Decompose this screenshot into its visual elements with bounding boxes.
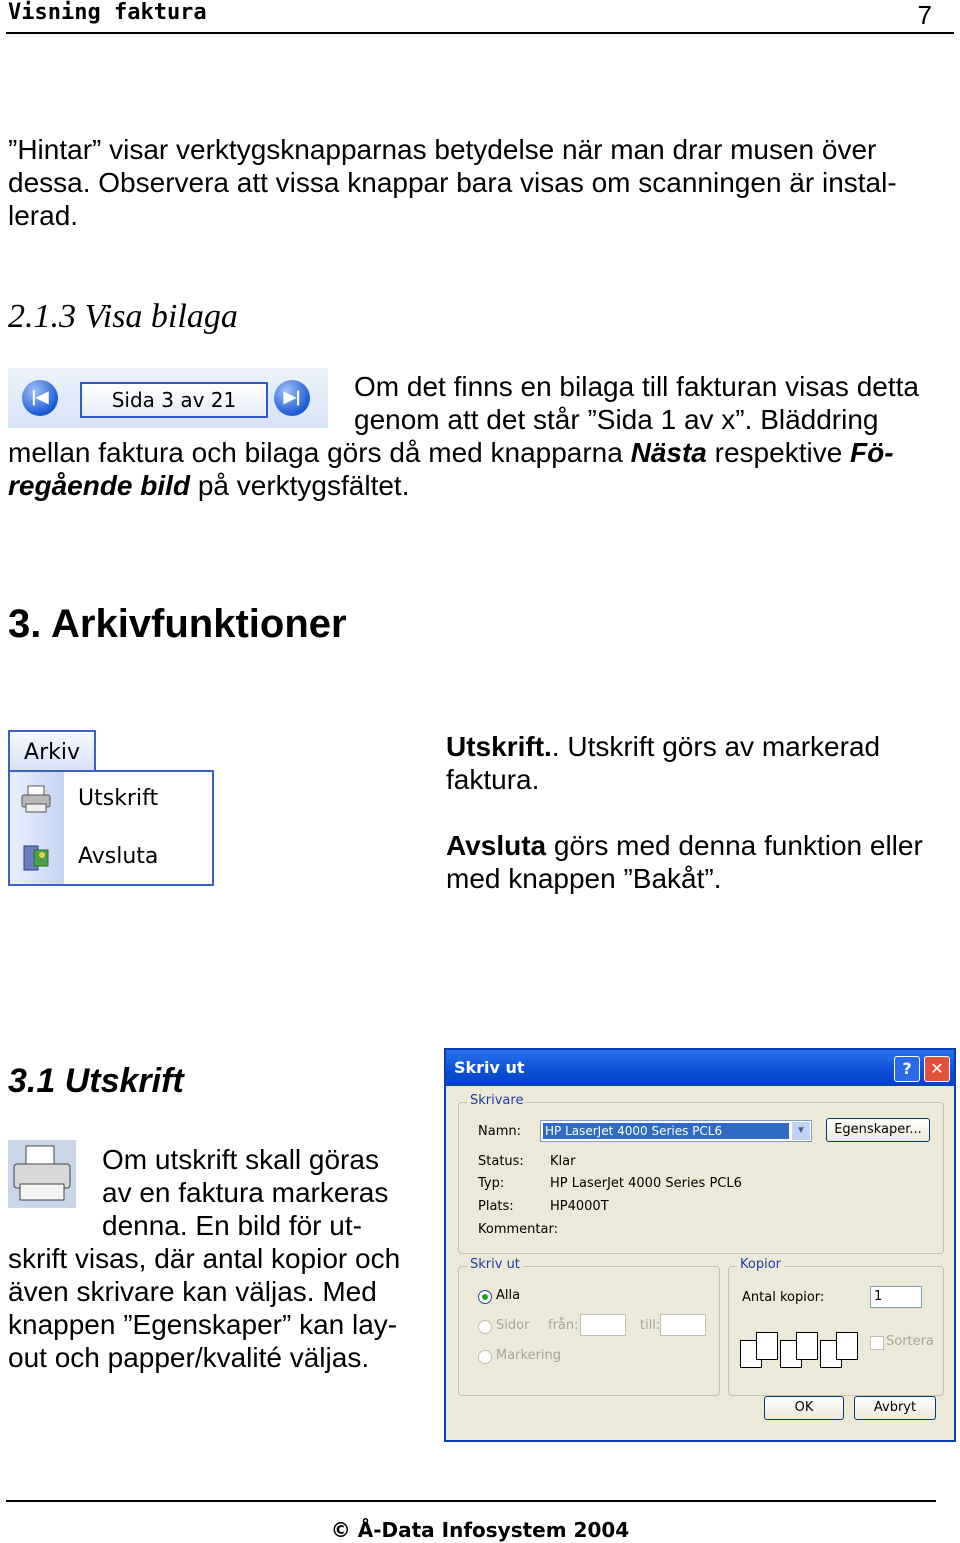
from-field[interactable]: [580, 1314, 626, 1336]
emphasis-avsluta: Avsluta: [446, 830, 547, 861]
utskrift-text-line: Om utskrift skall göras: [102, 1144, 379, 1175]
avsluta-line: [446, 829, 946, 862]
printer-group-label: Skrivare: [467, 1093, 526, 1108]
ok-button[interactable]: OK: [764, 1396, 844, 1420]
chevron-down-icon[interactable]: ▼: [792, 1122, 810, 1140]
menu-item-utskrift[interactable]: Utskrift: [78, 786, 159, 811]
name-label: Namn:: [478, 1124, 521, 1139]
to-label: till:: [640, 1318, 661, 1333]
dialog-title: Skriv ut: [454, 1058, 525, 1077]
text-run: . Utskrift görs av markerad: [551, 731, 881, 762]
arkiv-menu: [8, 770, 214, 886]
printer-select[interactable]: [540, 1120, 812, 1142]
radio-all[interactable]: [478, 1290, 492, 1304]
page-indicator: Sida 3 av 21: [80, 382, 268, 418]
type-label: Typ:: [478, 1176, 505, 1191]
footer-divider: [6, 1500, 936, 1502]
emphasis-foregaende-part1: Fö-: [850, 437, 894, 468]
utskrift-line: [446, 730, 946, 763]
cancel-button[interactable]: Avbryt: [854, 1396, 936, 1420]
comment-label: Kommentar:: [478, 1222, 558, 1237]
collate-page-icon: [796, 1332, 818, 1360]
menu-item-avsluta[interactable]: Avsluta: [78, 844, 159, 869]
utskrift-text-line: out och papper/kvalité väljas.: [8, 1342, 370, 1373]
exit-door-icon: [20, 842, 52, 872]
close-icon[interactable]: ✕: [924, 1056, 950, 1082]
text-run: på verktygsfältet.: [190, 470, 410, 501]
bilaga-line-3: [8, 436, 894, 469]
utskrift-text-line: denna. En bild för ut-: [102, 1210, 362, 1241]
place-value: HP4000T: [550, 1199, 609, 1214]
copies-label: Antal kopior:: [742, 1290, 825, 1305]
printer-icon: [8, 1140, 76, 1208]
collate-page-icon: [756, 1332, 778, 1360]
previous-page-icon[interactable]: |◀: [22, 380, 58, 416]
collate-label: Sortera: [886, 1334, 934, 1349]
properties-button[interactable]: Egenskaper...: [826, 1118, 930, 1142]
intro-line: lerad.: [8, 200, 79, 231]
radio-selection[interactable]: [478, 1350, 492, 1364]
avsluta-description: [446, 829, 946, 895]
page-number: 7: [917, 0, 932, 30]
copies-value: 1: [874, 1289, 883, 1304]
bilaga-line-2: genom att det står ”Sida 1 av x”. Bläddring: [354, 404, 879, 435]
heading-arkivfunktioner: 3. Arkivfunktioner: [8, 602, 347, 646]
place-label: Plats:: [478, 1199, 514, 1214]
bilaga-line-4: [8, 469, 409, 502]
status-label: Status:: [478, 1154, 524, 1169]
print-range-label: Skriv ut: [467, 1257, 523, 1272]
collate-page-icon: [836, 1332, 858, 1360]
intro-paragraph: [8, 133, 928, 232]
printer-select-value: HP LaserJet 4000 Series PCL6: [543, 1123, 789, 1139]
dialog-titlebar: [446, 1050, 954, 1086]
collate-checkbox[interactable]: [870, 1336, 884, 1350]
header-title: Visning faktura: [8, 0, 207, 25]
next-page-icon[interactable]: ▶|: [274, 380, 310, 416]
text-run: respektive: [706, 437, 851, 468]
print-dialog: [444, 1048, 956, 1442]
copies-stepper[interactable]: [870, 1286, 922, 1308]
text-run: görs med denna funktion eller: [546, 830, 923, 861]
printer-icon: [20, 784, 52, 814]
to-field[interactable]: [660, 1314, 706, 1336]
status-value: Klar: [550, 1154, 576, 1169]
footer-copyright: © Å-Data Infosystem 2004: [330, 1518, 630, 1542]
radio-pages[interactable]: [478, 1320, 492, 1334]
help-icon[interactable]: ?: [894, 1056, 920, 1082]
utskrift-text-line: knappen ”Egenskaper” kan lay-: [8, 1309, 398, 1340]
arkiv-menu-title[interactable]: Arkiv: [8, 730, 96, 774]
intro-line: dessa. Observera att vissa knappar bara visas om scanningen är instal-: [8, 167, 897, 198]
emphasis-nasta: Nästa: [630, 437, 707, 468]
copies-group-label: Kopior: [737, 1257, 784, 1272]
radio-all-label: Alla: [496, 1288, 521, 1303]
utskrift-text-line: även skrivare kan väljas. Med: [8, 1276, 377, 1307]
radio-selection-label: Markering: [496, 1348, 562, 1363]
heading-visa-bilaga: 2.1.3 Visa bilaga: [8, 298, 238, 335]
radio-pages-label: Sidor: [496, 1318, 530, 1333]
emphasis-foregaende-part2: regående bild: [8, 470, 191, 501]
avsluta-line-2: med knappen ”Bakåt”.: [446, 863, 722, 894]
from-label: från:: [548, 1318, 579, 1333]
text-run: mellan faktura och bilaga görs då med knapparna: [8, 437, 631, 468]
header-divider: [6, 32, 954, 34]
page-navigation-toolbar: [8, 368, 328, 428]
type-value: HP LaserJet 4000 Series PCL6: [550, 1176, 742, 1191]
heading-utskrift: 3.1 Utskrift: [8, 1062, 184, 1100]
bilaga-line-1: Om det finns en bilaga till fakturan visas detta: [354, 371, 919, 402]
utskrift-text-line: av en faktura markeras: [102, 1177, 389, 1208]
utskrift-line-2: faktura.: [446, 764, 540, 795]
emphasis-utskrift: Utskrift.: [446, 731, 552, 762]
utskrift-description: [446, 730, 946, 796]
utskrift-text-line: skrift visas, där antal kopior och: [8, 1243, 401, 1274]
intro-line: ”Hintar” visar verktygsknapparnas betydelse när man drar musen över: [8, 134, 877, 165]
